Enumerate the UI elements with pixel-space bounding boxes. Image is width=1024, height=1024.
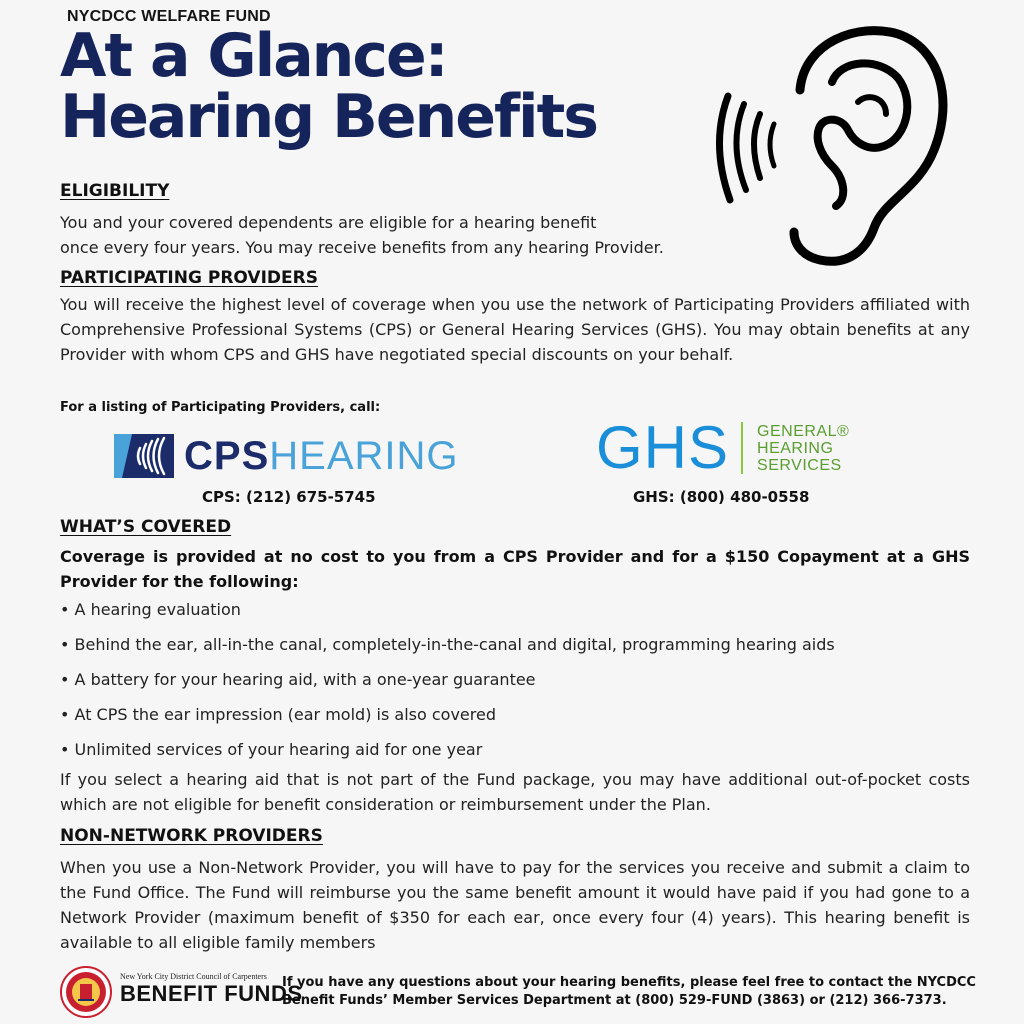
cps-logo-mark-icon xyxy=(114,434,174,478)
ghs-word-hearing: HEARING xyxy=(757,439,834,457)
non-network-text: When you use a Non-Network Provider, you will have to pay for the services you receive and submit a claim to the Fund Office. The Fund will reimburse you the same benefit amount it would have paid if you had gone to a Network Provider (maximum benefit of $350 for each ear, once every four (4) years). This hearing benefit is available to all eligible family members xyxy=(60,858,970,952)
sound-wave-inner xyxy=(754,114,760,178)
eligibility-heading: ELIGIBILITY xyxy=(60,181,170,201)
benefit-funds-seal-icon xyxy=(60,966,112,1018)
cps-hearing-logo xyxy=(114,432,459,480)
fund-label: NYCDCC WELFARE FUND xyxy=(67,8,271,25)
sound-wave-small xyxy=(770,124,774,166)
eligibility-line-1: You and your covered dependents are eligible for a hearing benefit xyxy=(60,213,597,232)
list-item: • Unlimited services of your hearing aid for one year xyxy=(60,737,835,772)
brand-benefit-funds: BENEFIT FUNDS xyxy=(120,981,303,1006)
ghs-words xyxy=(757,423,849,474)
cps-phone: CPS: (212) 675-5745 xyxy=(202,488,376,506)
sound-wave-middle xyxy=(736,104,746,190)
title-line-2: Hearing Benefits xyxy=(60,82,598,152)
ghs-logo xyxy=(596,414,850,481)
eligibility-text xyxy=(60,210,970,260)
cps-wordmark-light: HEARING xyxy=(269,434,459,478)
list-item: • A battery for your hearing aid, with a one-year guarantee xyxy=(60,667,835,702)
title-line-1: At a Glance: xyxy=(60,21,447,91)
ghs-word-general: GENERAL® xyxy=(757,422,850,440)
footer-brand xyxy=(120,972,303,1007)
covered-list xyxy=(60,597,835,772)
non-network-heading: NON-NETWORK PROVIDERS xyxy=(60,826,323,846)
brand-council-name: New York City District Council of Carpenters xyxy=(120,972,267,981)
ghs-divider xyxy=(741,422,743,474)
ear-inner-fold xyxy=(818,63,908,206)
participating-heading: PARTICIPATING PROVIDERS xyxy=(60,268,318,288)
list-item: • At CPS the ear impression (ear mold) is also covered xyxy=(60,702,835,737)
list-item: • A hearing evaluation xyxy=(60,597,835,632)
covered-note: If you select a hearing aid that is not part of the Fund package, you may have additional out-of-pocket costs which are not eligible for benefit consideration or reimbursement under the Plan. xyxy=(60,770,970,814)
covered-heading: WHAT’S COVERED xyxy=(60,517,232,537)
ghs-letters: GHS xyxy=(596,414,730,481)
ear-canal xyxy=(858,97,886,114)
cps-wordmark xyxy=(184,434,459,478)
page-title xyxy=(60,21,598,152)
eligibility-line-2: once every four years. You may receive benefits from any hearing Provider. xyxy=(60,238,664,257)
listing-label: For a listing of Participating Providers, call: xyxy=(60,400,381,415)
footer xyxy=(60,966,990,1018)
list-item: • Behind the ear, all-in-the canal, completely-in-the-canal and digital, programming hearing aids xyxy=(60,632,835,667)
ghs-word-services: SERVICES xyxy=(757,456,842,474)
footer-contact-text: If you have any questions about your hearing benefits, please feel free to contact the NYCDCC Benefit Funds’ Member Services Department at (800) 529-FUND (3863) or (212) 366-7373. xyxy=(282,975,976,1008)
cps-wordmark-strong: CPS xyxy=(184,434,270,478)
ghs-phone: GHS: (800) 480-0558 xyxy=(633,488,810,506)
covered-lead: Coverage is provided at no cost to you from a CPS Provider and for a $150 Copayment at a GHS Provider for the following: xyxy=(60,547,970,591)
sound-wave-outer xyxy=(719,96,730,200)
participating-text: You will receive the highest level of coverage when you use the network of Participating Providers affiliated with Comprehensive Professional Systems (CPS) or General Hearing Services (GHS). You may obtain benefits at any Provider with whom CPS and GHS have negotiated special discounts on your behalf. xyxy=(60,295,970,364)
